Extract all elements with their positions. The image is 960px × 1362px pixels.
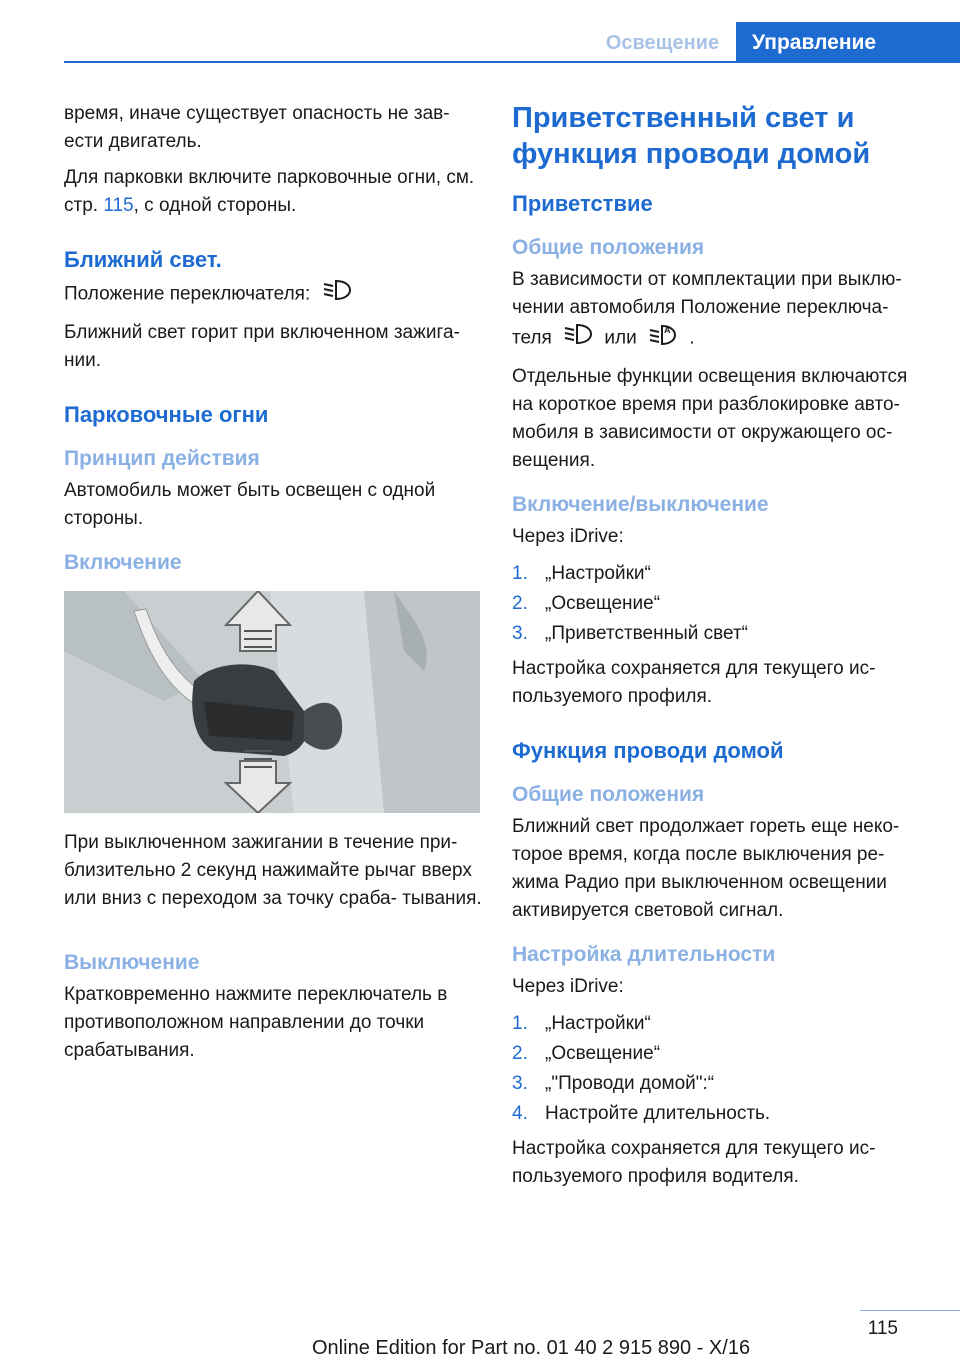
paragraph-general-1b: Отдельные функции освещения включаются на короткое время при разблокировке авто‐ мобиля в зависимости от окружающего ос‐ вещения. xyxy=(512,366,908,471)
page-number: 115 xyxy=(867,1318,898,1339)
list-item: 3. „"Проводи домой":“ xyxy=(512,1073,715,1094)
turn-signal-lever-illustration xyxy=(64,591,480,813)
low-beam-icon xyxy=(322,278,352,311)
paragraph-general-2: Ближний свет продолжает гореть еще неко‐ торое время, когда после выключения ре‐ жима Радио при выключенном освещении активируется световой сигнал. xyxy=(512,816,900,921)
general-1-text: В зависимости от комплектации при выклю‐ чении автомобиля Положение переключа‐ теля xyxy=(512,269,902,349)
heading-low-beam: Ближний свет. xyxy=(64,247,222,272)
paragraph-saved-2: Настройка сохраняется для текущего ис‐ пользуемого профиля водителя. xyxy=(512,1138,876,1187)
paragraph-switch-off: Кратковременно нажмите переключатель в противоположном направлении до точки срабатывания. xyxy=(64,984,448,1061)
footer-divider xyxy=(860,1310,960,1311)
parking-note-text-end: , с одной стороны. xyxy=(133,195,297,216)
list-item: 2. „Освещение“ xyxy=(512,1043,661,1064)
right-column xyxy=(512,100,927,1199)
left-column xyxy=(64,100,484,1073)
page-link-115[interactable]: 115 xyxy=(103,195,134,216)
heading-parking-lights: Парковочные огни xyxy=(64,402,269,427)
heading-welcome: Приветствие xyxy=(512,191,653,216)
page-header xyxy=(0,0,960,62)
heading-switch-on: Включение xyxy=(64,551,182,574)
low-beam-icon xyxy=(563,322,593,355)
heading-general-1: Общие положения xyxy=(512,236,705,259)
heading-on-off: Включение/выключение xyxy=(512,493,769,516)
general-1-or: или xyxy=(604,327,637,349)
general-1-end: . xyxy=(689,327,695,349)
header-section-lighting[interactable]: Освещение xyxy=(605,32,720,54)
paragraph-idrive-1: Через iDrive: xyxy=(512,526,624,547)
heading-general-2: Общие положения xyxy=(512,783,705,806)
heading-principle: Принцип действия xyxy=(64,447,260,470)
paragraph-switch-position xyxy=(64,278,484,311)
svg-text:A: A xyxy=(663,325,671,335)
list-item: 4. Настройте длительность. xyxy=(512,1103,771,1124)
paragraph-low-beam-description: Ближний свет горит при включенном зажига‐ нии. xyxy=(64,322,460,371)
list-item: 2. „Освещение“ xyxy=(512,593,661,614)
paragraph-parking-note xyxy=(64,164,484,220)
paragraph-saved-1: Настройка сохраняется для текущего ис‐ пользуемого профиля. xyxy=(512,658,876,707)
page-footer xyxy=(0,1290,960,1362)
heading-switch-off: Выключение xyxy=(64,951,200,974)
paragraph-switch-on: При выключенном зажигании в течение при‐ близительно 2 секунд нажимайте рычаг вверх или вниз с переходом за точку сраба‐ тывания. xyxy=(64,832,482,909)
paragraph-principle: Автомобиль может быть освещен с одной стороны. xyxy=(64,480,436,529)
parking-note-text: Для парковки включите парковочные огни, см. стр. xyxy=(64,167,475,216)
heading-welcome-light: Приветственный свет и функция проводи домой xyxy=(512,102,871,170)
steps-list-2 xyxy=(512,1009,927,1129)
steps-list-1 xyxy=(512,559,927,649)
header-divider xyxy=(64,61,960,63)
heading-follow-me-home: Функция проводи домой xyxy=(512,738,784,763)
paragraph-general-1 xyxy=(512,266,927,355)
list-item: 1. „Настройки“ xyxy=(512,563,651,584)
automatic-headlight-icon xyxy=(648,322,678,355)
edition-note: Online Edition for Part no. 01 40 2 915 890 - X/16 xyxy=(312,1337,751,1359)
paragraph-engine-warning: время, иначе существует опасность не зав‐ ести двигатель. xyxy=(64,103,450,152)
switch-position-label: Положение переключателя: xyxy=(64,283,311,305)
paragraph-idrive-2: Через iDrive: xyxy=(512,976,624,997)
list-item: 3. „Приветственный свет“ xyxy=(512,623,748,644)
list-item: 1. „Настройки“ xyxy=(512,1013,651,1034)
heading-duration: Настройка длительности xyxy=(512,943,776,966)
header-chapter-controls[interactable]: Управление xyxy=(736,22,960,62)
